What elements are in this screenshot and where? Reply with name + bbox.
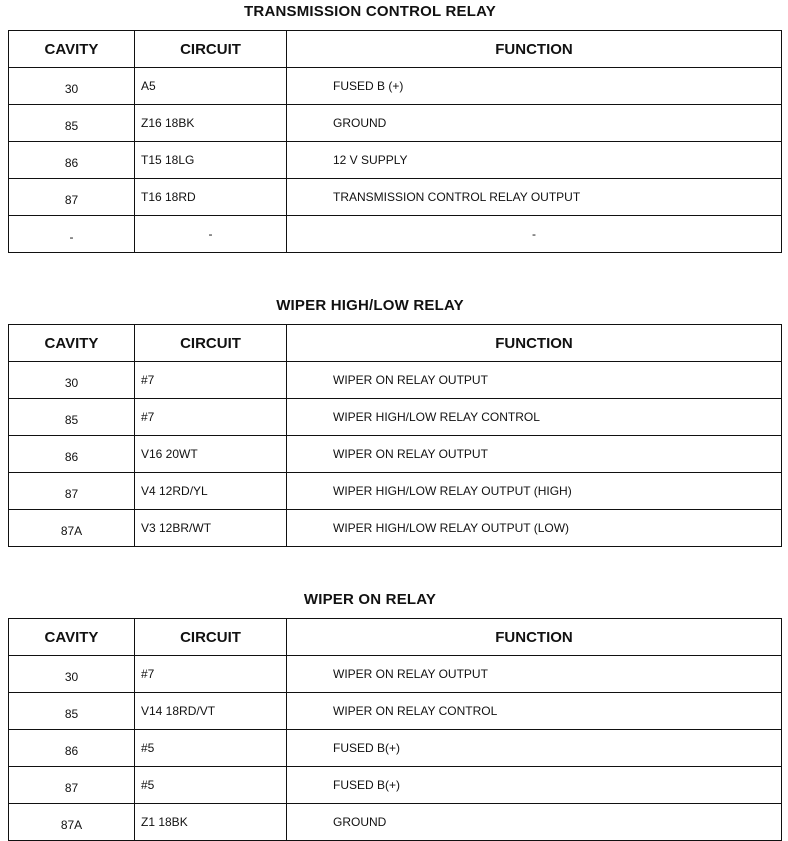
- function-cell: WIPER ON RELAY OUTPUT: [287, 656, 782, 693]
- header-cavity: CAVITY: [9, 31, 135, 68]
- pinout-table: [8, 618, 782, 841]
- circuit-cell: V4 12RD/YL: [135, 473, 287, 510]
- table-title: WIPER HIGH/LOW RELAY: [276, 297, 464, 314]
- table-row: [9, 216, 782, 253]
- header-circuit: CIRCUIT: [135, 325, 287, 362]
- function-cell: TRANSMISSION CONTROL RELAY OUTPUT: [287, 179, 782, 216]
- cavity-cell: 87A: [9, 510, 135, 547]
- cavity-cell: 86: [9, 730, 135, 767]
- function-cell: WIPER HIGH/LOW RELAY CONTROL: [287, 399, 782, 436]
- pinout-table: [8, 324, 782, 547]
- table-row: [9, 510, 782, 547]
- cavity-cell: 87: [9, 179, 135, 216]
- table-row: [9, 179, 782, 216]
- circuit-cell: T15 18LG: [135, 142, 287, 179]
- circuit-cell: V16 20WT: [135, 436, 287, 473]
- table-row: [9, 362, 782, 399]
- circuit-cell: #7: [135, 399, 287, 436]
- function-cell: -: [287, 216, 782, 253]
- table-row: [9, 436, 782, 473]
- function-cell: GROUND: [287, 105, 782, 142]
- table-row: [9, 473, 782, 510]
- function-cell: WIPER ON RELAY OUTPUT: [287, 362, 782, 399]
- cavity-cell: 30: [9, 656, 135, 693]
- table-row: [9, 399, 782, 436]
- function-cell: WIPER HIGH/LOW RELAY OUTPUT (LOW): [287, 510, 782, 547]
- cavity-cell: 85: [9, 399, 135, 436]
- function-cell: WIPER ON RELAY OUTPUT: [287, 436, 782, 473]
- header-cavity: CAVITY: [9, 619, 135, 656]
- circuit-cell: #5: [135, 767, 287, 804]
- function-cell: GROUND: [287, 804, 782, 841]
- cavity-cell: 30: [9, 362, 135, 399]
- table-row: [9, 656, 782, 693]
- function-cell: FUSED B (+): [287, 68, 782, 105]
- cavity-cell: 30: [9, 68, 135, 105]
- circuit-cell: Z1 18BK: [135, 804, 287, 841]
- circuit-cell: T16 18RD: [135, 179, 287, 216]
- cavity-cell: 86: [9, 436, 135, 473]
- circuit-cell: #5: [135, 730, 287, 767]
- circuit-cell: A5: [135, 68, 287, 105]
- function-cell: WIPER HIGH/LOW RELAY OUTPUT (HIGH): [287, 473, 782, 510]
- table-row: [9, 804, 782, 841]
- circuit-cell: -: [135, 216, 287, 253]
- header-function: FUNCTION: [287, 325, 782, 362]
- cavity-cell: 85: [9, 693, 135, 730]
- table-title: WIPER ON RELAY: [303, 591, 437, 608]
- circuit-cell: V14 18RD/VT: [135, 693, 287, 730]
- cavity-cell: -: [9, 216, 135, 253]
- table-row: [9, 693, 782, 730]
- cavity-cell: 87A: [9, 804, 135, 841]
- cavity-cell: 86: [9, 142, 135, 179]
- table-row: [9, 68, 782, 105]
- cavity-cell: 87: [9, 767, 135, 804]
- circuit-cell: V3 12BR/WT: [135, 510, 287, 547]
- function-cell: FUSED B(+): [287, 767, 782, 804]
- circuit-cell: Z16 18BK: [135, 105, 287, 142]
- header-function: FUNCTION: [287, 31, 782, 68]
- header-circuit: CIRCUIT: [135, 619, 287, 656]
- header-row: [9, 325, 782, 362]
- header-circuit: CIRCUIT: [135, 31, 287, 68]
- header-row: [9, 619, 782, 656]
- header-cavity: CAVITY: [9, 325, 135, 362]
- table-title: TRANSMISSION CONTROL RELAY: [244, 3, 496, 20]
- table-row: [9, 142, 782, 179]
- cavity-cell: 87: [9, 473, 135, 510]
- circuit-cell: #7: [135, 362, 287, 399]
- header-function: FUNCTION: [287, 619, 782, 656]
- cavity-cell: 85: [9, 105, 135, 142]
- circuit-cell: #7: [135, 656, 287, 693]
- table-row: [9, 105, 782, 142]
- table-row: [9, 730, 782, 767]
- table-row: [9, 767, 782, 804]
- function-cell: FUSED B(+): [287, 730, 782, 767]
- header-row: [9, 31, 782, 68]
- function-cell: 12 V SUPPLY: [287, 142, 782, 179]
- pinout-table: [8, 30, 782, 253]
- function-cell: WIPER ON RELAY CONTROL: [287, 693, 782, 730]
